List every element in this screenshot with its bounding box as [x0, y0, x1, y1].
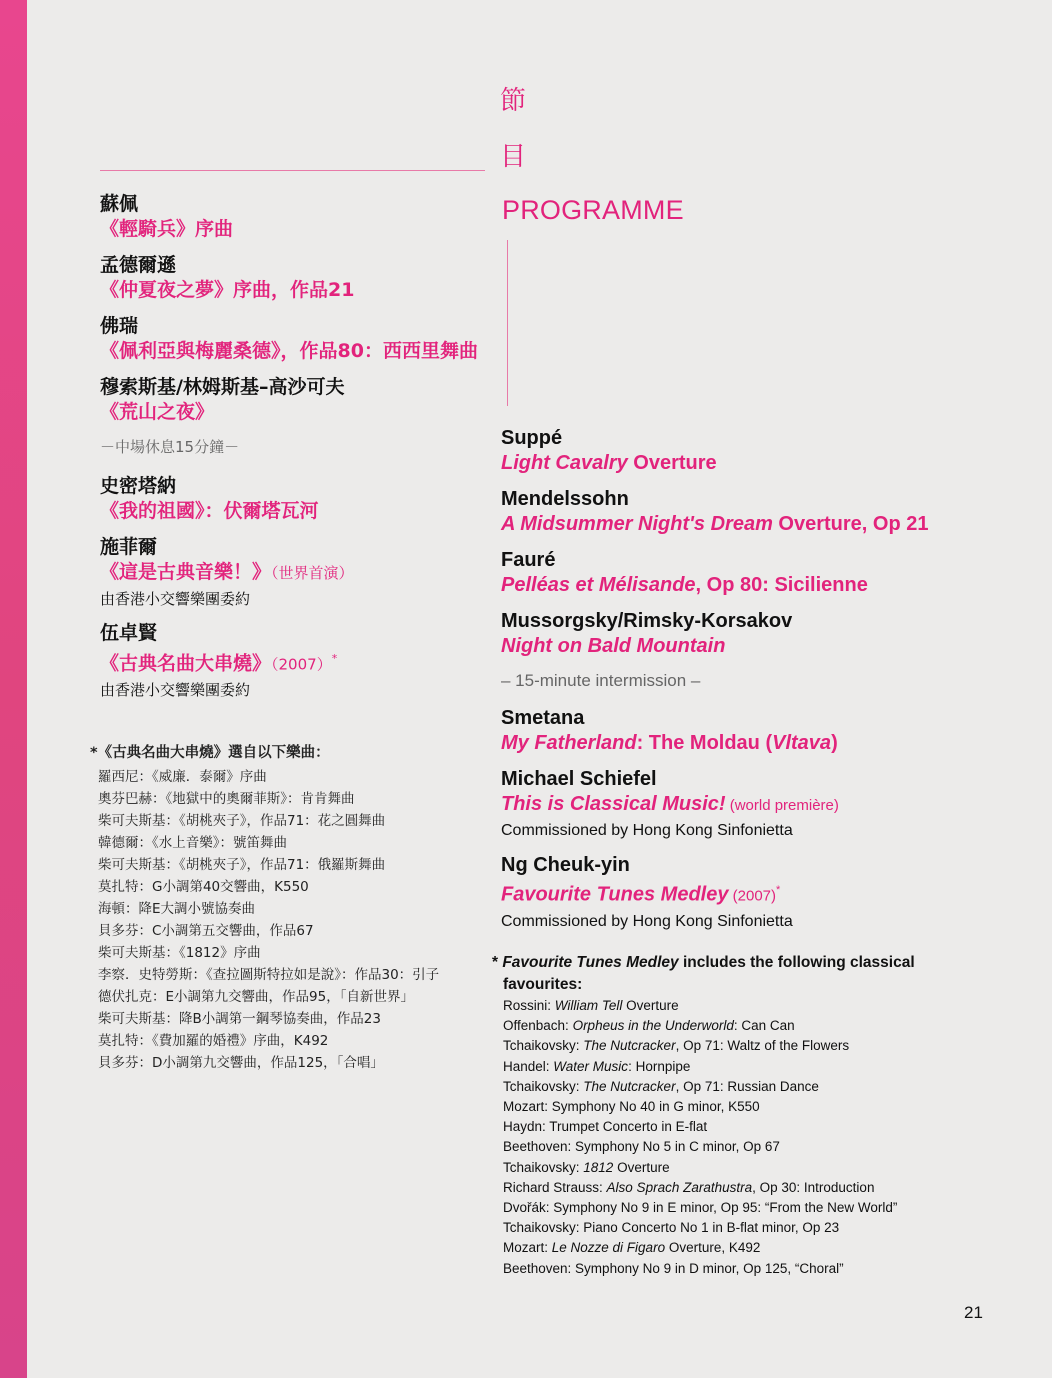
work-title	[501, 792, 1021, 818]
work-title-rest: : The Moldau (	[636, 732, 773, 754]
list-item-text: Overture	[622, 998, 679, 1013]
list-item: 海頓：降E大調小號協奏曲	[98, 901, 256, 917]
composer-name: 伍卓賢	[100, 622, 158, 644]
composer-name: Mendelssohn	[501, 488, 629, 510]
list-item-italic: The Nutcracker	[583, 1078, 676, 1094]
composer-name: 佛瑞	[100, 315, 139, 337]
composer-name: 穆索斯基/林姆斯基–高沙可夫	[100, 376, 345, 398]
list-item-text: Rossini:	[503, 998, 555, 1013]
list-item	[503, 1016, 1012, 1036]
work-title-italic: Pelléas et Mélisande	[501, 574, 696, 596]
list-item	[503, 1057, 1012, 1077]
en-programme	[501, 426, 1021, 944]
en-piece	[501, 426, 1021, 476]
list-item-text: : Can Can	[733, 1018, 795, 1034]
footnote-mark: *	[492, 954, 503, 971]
en-notes-list	[492, 996, 1012, 1279]
cn-piece	[100, 192, 500, 242]
commission-note: 由香港小交響樂團委約	[100, 681, 251, 700]
list-item: 莫扎特：《費加羅的婚禮》序曲，K492	[98, 1033, 329, 1049]
premiere-note: （世界首演）	[271, 564, 354, 582]
composer-name: 孟德爾遜	[100, 254, 177, 276]
work-title-italic: Vltava	[772, 732, 832, 754]
heading-rest: includes the following classical	[678, 954, 915, 971]
list-item	[503, 1259, 1012, 1279]
cn-piece	[100, 375, 500, 425]
list-item: 德伏扎克：E小調第九交響曲，作品95，「自新世界」	[98, 989, 414, 1005]
cn-notes-list	[90, 766, 503, 1074]
work-title: 《荒山之夜》	[100, 401, 215, 423]
list-item-text: , Op 30: Introduction	[752, 1179, 875, 1195]
work-title-rest: Overture	[627, 452, 717, 474]
list-item: 李察．史特勞斯：《查拉圖斯特拉如是說》：作品30：引子	[98, 967, 440, 983]
list-item: 莫扎特：G小調第40交響曲，K550	[98, 879, 309, 895]
commission-note: Commissioned by Hong Kong Sinfonietta	[501, 822, 793, 839]
composer-name: Fauré	[501, 549, 556, 571]
year-note: (2007)	[728, 887, 777, 905]
en-piece	[501, 767, 1021, 842]
work-title-italic: A Midsummer Night's Dream	[501, 513, 773, 535]
en-medley-notes	[492, 952, 1012, 1279]
work-title-rest: Overture, Op 21	[772, 513, 929, 535]
list-item: 韓德爾：《水上音樂》：號笛舞曲	[98, 835, 287, 851]
page-title: PROGRAMME	[502, 195, 684, 225]
work-title	[501, 731, 1021, 756]
pink-edge-bar	[0, 0, 27, 1378]
top-divider	[100, 170, 485, 171]
composer-name: 史密塔納	[100, 475, 177, 497]
list-item	[503, 1077, 1012, 1097]
list-item-text: , Op 71: Russian Dance	[675, 1078, 819, 1094]
work-title-text: 《這是古典音樂！》	[100, 561, 272, 583]
list-item	[503, 1158, 1012, 1178]
list-item	[503, 1178, 1012, 1198]
list-item: 貝多芬：D小調第九交響曲，作品125，「合唱」	[98, 1055, 384, 1071]
list-item	[503, 1117, 1012, 1137]
list-item-text: Overture, K492	[665, 1240, 761, 1256]
list-item-italic: 1812	[583, 1159, 614, 1175]
en-notes-heading	[492, 952, 1012, 996]
list-item-italic: The Nutcracker	[583, 1038, 676, 1054]
work-title	[501, 634, 1021, 659]
list-item-text: Haydn: Trumpet Concerto in E-flat	[503, 1119, 708, 1135]
cn-piece	[100, 621, 500, 701]
list-item-italic: Le Nozze di Figaro	[551, 1240, 666, 1256]
en-piece	[501, 609, 1021, 659]
list-item-italic: William Tell	[554, 998, 623, 1013]
list-item-italic: Water Music	[553, 1058, 629, 1074]
cn-programme	[100, 192, 500, 712]
title-cn-2: 目	[500, 142, 527, 172]
footnote-mark: *	[776, 884, 781, 896]
list-item: 柴可夫斯基：《胡桃夾子》，作品71：花之圓舞曲	[98, 813, 386, 829]
heading-line2: favourites:	[503, 976, 583, 993]
composer-name: Smetana	[501, 707, 585, 729]
list-item-text: Richard Strauss:	[503, 1179, 607, 1195]
composer-name: Suppé	[501, 427, 563, 449]
work-title-italic: Night on Bald Mountain	[501, 635, 726, 657]
en-piece	[501, 487, 1021, 537]
list-item-text: Mozart:	[503, 1240, 552, 1256]
list-item-text: Handel:	[503, 1058, 554, 1074]
list-item	[503, 1238, 1012, 1258]
list-item-text: , Op 71: Waltz of the Flowers	[675, 1038, 850, 1054]
work-title-italic: Light Cavalry	[501, 452, 628, 474]
work-title-italic: Favourite Tunes Medley	[501, 883, 729, 906]
list-item-text: Overture	[613, 1159, 670, 1175]
work-title: 《輕騎兵》序曲	[100, 218, 234, 240]
list-item: 奧芬巴赫：《地獄中的奧爾菲斯》：肯肯舞曲	[98, 791, 355, 807]
list-item	[503, 996, 1012, 1016]
work-title	[501, 573, 1021, 598]
list-item-text: Tchaikovsky: Piano Concerto No 1 in B-flat minor, Op 23	[503, 1220, 840, 1236]
work-title: 《我的祖國》：伏爾塔瓦河	[100, 500, 319, 522]
premiere-note: (world première)	[725, 797, 839, 814]
list-item: 柴可夫斯基：降B小調第一鋼琴協奏曲，作品23	[98, 1011, 381, 1027]
work-title	[100, 646, 500, 677]
list-item: 羅西尼：《威廉．泰爾》序曲	[98, 769, 267, 785]
list-item	[503, 1218, 1012, 1238]
list-item-text: Tchaikovsky:	[503, 1038, 584, 1054]
commission-note: 由香港小交響樂團委約	[100, 590, 251, 608]
list-item	[503, 1036, 1012, 1056]
heading-italic: Favourite Tunes Medley	[502, 954, 679, 971]
title-cn-1: 節	[500, 86, 527, 116]
list-item-text: : Hornpipe	[628, 1058, 691, 1074]
composer-name: Mussorgsky/Rimsky-Korsakov	[501, 610, 793, 632]
en-intermission: – 15-minute intermission –	[501, 671, 701, 690]
work-title-rest: , Op 80: Sicilienne	[695, 574, 868, 596]
composer-name: 施菲爾	[100, 536, 158, 558]
list-item-italic: Also Sprach Zarathustra	[606, 1179, 753, 1195]
list-item	[503, 1137, 1012, 1157]
cn-piece	[100, 253, 500, 303]
list-item-text: Mozart: Symphony No 40 in G minor, K550	[503, 1099, 760, 1115]
list-item-text: Offenbach:	[503, 1018, 573, 1034]
work-title	[501, 878, 1021, 909]
cn-notes-heading: *《古典名曲大串燒》選自以下樂曲：	[90, 745, 330, 761]
work-title	[501, 512, 1021, 537]
cn-piece	[100, 314, 500, 364]
list-item-italic: Orpheus in the Underworld	[572, 1018, 734, 1034]
vertical-divider	[507, 240, 508, 406]
work-title-italic: This is Classical Music!	[501, 793, 726, 815]
cn-piece	[100, 474, 500, 524]
footnote-mark: *	[331, 652, 338, 665]
list-item	[503, 1198, 1012, 1218]
work-title	[501, 451, 1021, 476]
list-item: 柴可夫斯基：《1812》序曲	[98, 945, 261, 961]
page-number: 21	[964, 1303, 983, 1322]
cn-medley-notes	[90, 742, 503, 1074]
work-title-italic: My Fatherland	[501, 732, 637, 754]
work-title-text: 《古典名曲大串燒》	[100, 652, 272, 675]
commission-note: Commissioned by Hong Kong Sinfonietta	[501, 912, 793, 930]
work-title: 《佩利亞與梅麗桑德》，作品80：西西里舞曲	[100, 340, 478, 362]
composer-name: Ng Cheuk-yin	[501, 854, 630, 876]
list-item-text: Beethoven: Symphony No 5 in C minor, Op 67	[503, 1139, 780, 1155]
list-item: 柴可夫斯基：《胡桃夾子》，作品71：俄羅斯舞曲	[98, 857, 386, 873]
composer-name: Michael Schiefel	[501, 768, 657, 790]
work-title-rest: )	[831, 732, 838, 754]
en-piece	[501, 548, 1021, 598]
en-piece	[501, 853, 1021, 933]
list-item-text: Beethoven: Symphony No 9 in D minor, Op 125, “Choral”	[503, 1260, 844, 1276]
en-piece	[501, 706, 1021, 756]
composer-name: 蘇佩	[100, 193, 139, 215]
work-title: 《仲夏夜之夢》序曲，作品21	[100, 279, 355, 301]
list-item: 貝多芬：C小調第五交響曲，作品67	[98, 923, 314, 939]
work-title	[100, 560, 500, 586]
cn-intermission: －中場休息15分鐘－	[100, 438, 240, 456]
list-item	[503, 1097, 1012, 1117]
year-note: （2007）	[271, 655, 332, 674]
list-item-text: Tchaikovsky:	[503, 1078, 584, 1094]
list-item-text: Dvořák: Symphony No 9 in E minor, Op 95: “From the New World”	[503, 1200, 898, 1216]
list-item-text: Tchaikovsky:	[503, 1159, 584, 1175]
cn-piece	[100, 535, 500, 610]
